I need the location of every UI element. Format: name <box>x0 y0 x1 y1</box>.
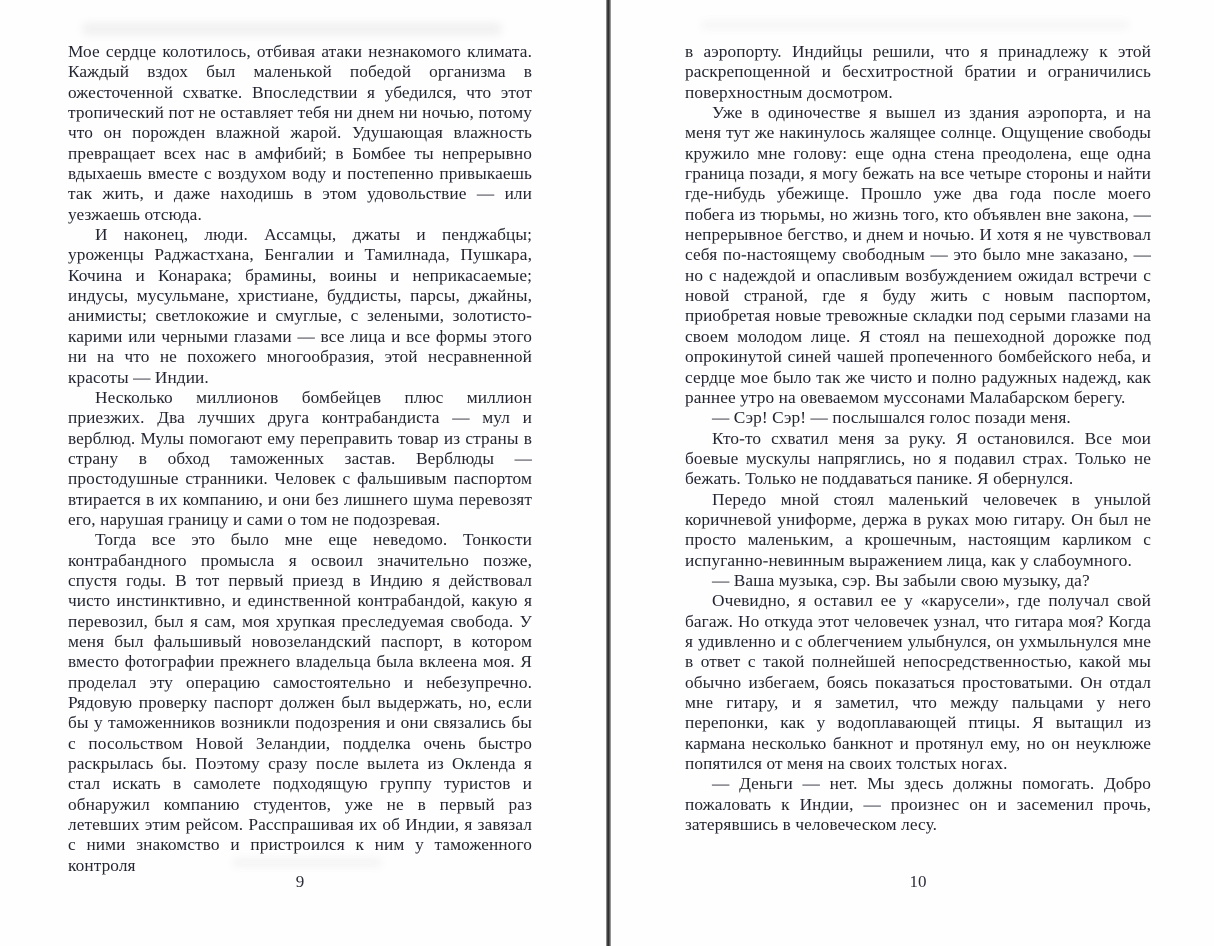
paragraph: Уже в одиночестве я вышел из здания аэропорта, и на меня тут же накинулось жалящее солнце. Ощущение свободы кружило мне голову: еще одна стена преодолена, еще одна граница позади, я могу бежать на все четыре стороны и найти где-нибудь убежище. Прошло уже два года после моего побега из тюрьмы, но жизнь того, кто объявлен вне закона, — непрерывное бегство, и днем и ночью. И хотя я не чувствовал себя по-настоящему свободным — это было мне заказано, — но с надеждой и опасливым возбуждением ожидал встречи с новой страной, где я буду жить с новым паспортом, приобретая новые тревожные складки под серыми глазами на своем молодом лице. Я стоял на пешеходной дорожке под опрокинутой синей чашей пропеченного бомбейского неба, и сердце мое было так же чисто и полно радужных надежд, как раннее утро на овеваемом муссонами Малабарском берегу. <box>685 103 1151 407</box>
paragraph: Мое сердце колотилось, отбивая атаки незнакомого климата. Каждый вздох был маленькой победой организма в ожесточенной схватке. Впоследствии я убедился, что этот тропический пот не оставляет тебя ни днем ни ночью, потому что он порожден влажной жарой. Удушающая влажность превращает всех нас в амфибий; в Бомбее ты непрерывно вдыхаешь вместе с воздухом воду и постепенно привыкаешь так жить, и даже находишь в этом удовольствие — или уезжаешь отсюда. <box>68 42 532 224</box>
scan-artifact <box>82 22 502 36</box>
paragraph: Тогда все это было мне еще неведомо. Тонкости контрабандного промысла я освоил значительно позже, спустя годы. В тот первый приезд в Индию я действовал чисто инстинктивно, и единственной контрабандой, какую я перевозил, был я сам, моя хрупкая преследуемая свобода. У меня был фальшивый новозеландский паспорт, в котором вместо фотографии прежнего владельца была вклеена моя. Я проделал эту операцию самостоятельно и небезупречно. Рядовую проверку паспорт должен был выдержать, но, если бы у таможенников возникли подозрения и они связались бы с посольством Новой Зеландии, подделка очень быстро раскрылась бы. Поэтому сразу после вылета из Окленда я стал искать в самолете подходящую группу туристов и обнаружил компанию студентов, уже не в первый раз летевших этим рейсом. Расспрашивая их об Индии, я завязал с ними знакомство и пристроился к ним у таможенного контроля <box>68 530 532 875</box>
paragraph: Очевидно, я оставил ее у «карусели», где получал свой багаж. Но откуда этот человечек узнал, что гитара моя? Когда я удивленно и с облегчением улыбнулся, он ухмыльнулся мне в ответ с такой полнейшей непосредственностью, какой мы обычно избегаем, боясь показаться простоватыми. Он отдал мне гитару, и я заметил, что между пальцами у него перепонки, как у водоплавающей птицы. Я вытащил из кармана несколько банкнот и протянул ему, но он неуклюже попятился от меня на своих толстых ногах. <box>685 591 1151 774</box>
page-number-right: 10 <box>909 872 927 891</box>
page-number-left: 9 <box>295 872 305 891</box>
spine-divider <box>606 0 611 946</box>
scan-artifact <box>700 20 1130 30</box>
paragraph: Кто-то схватил меня за руку. Я остановился. Все мои боевые мускулы напряглись, но я подавил страх. Только не бежать. Только не поддаваться панике. Я обернулся. <box>685 428 1151 489</box>
paragraph: И наконец, люди. Ассамцы, джаты и пенджабцы; уроженцы Раджастхана, Бенгалии и Тамилнада, Пушкара, Кочина и Конарака; брамины, воины и неприкасаемые; индусы, мусульмане, христиане, буддисты, парсы, джайны, анимисты; светлокожие и смуглые, с зелеными, золотисто-карими или черными глазами — все лица и все формы этого ни на что не похожего многообразия, этой несравненной красоты — Индии. <box>68 225 532 387</box>
page-right-text <box>685 42 1151 835</box>
paragraph: Несколько миллионов бомбейцев плюс миллион приезжих. Два лучших друга контрабандиста — мул и верблюд. Мулы помогают ему переправить товар из страны в страну в обход таможенных застав. Верблюды — простодушные странники. Человек с фальшивым паспортом втирается в их компанию, и они без лишнего шума перевозят его, нарушая границу и сами о том не подозревая. <box>68 387 532 529</box>
page-left-text <box>68 42 532 876</box>
paragraph: в аэропорту. Индийцы решили, что я принадлежу к этой раскрепощенной и бесхитростной братии и ограничились поверхностным досмотром. <box>685 42 1151 102</box>
paragraph: — Сэр! Сэр! — послышался голос позади меня. <box>712 408 1071 428</box>
paragraph: — Ваша музыка, сэр. Вы забыли свою музыку, да? <box>712 570 1090 590</box>
paragraph: Передо мной стоял маленький человечек в унылой коричневой униформе, держа в руках мою гитару. Он был не просто маленьким, а крошечным, настоящим карликом с испуганно-невинным выражением лица, как у слабоумного. <box>685 489 1151 570</box>
paragraph: — Деньги — нет. Мы здесь должны помогать. Добро пожаловать к Индии, — произнес он и засеменил прочь, затерявшись в человеческом лесу. <box>685 774 1151 835</box>
